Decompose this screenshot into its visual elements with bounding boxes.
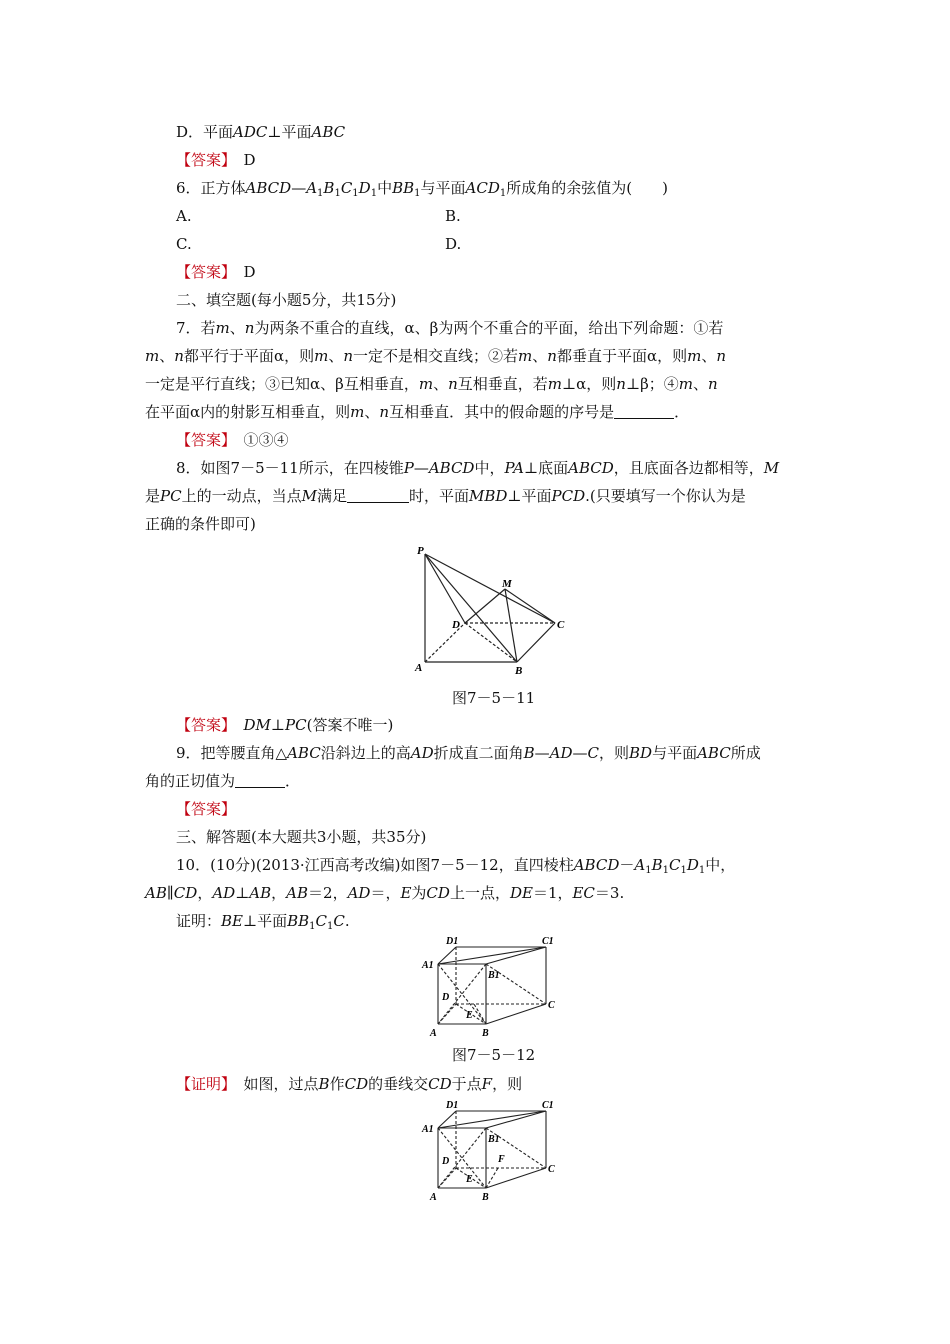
m: E bbox=[400, 884, 412, 902]
t: 、 bbox=[328, 347, 344, 365]
answer-tag: 【答案】 bbox=[176, 431, 229, 449]
vertex-label: A1 bbox=[422, 1124, 434, 1135]
answer-value: ①③④ bbox=[243, 431, 289, 449]
m: CD bbox=[428, 1075, 452, 1093]
figure-prism bbox=[418, 934, 568, 1040]
vertex-label: C bbox=[548, 1164, 555, 1175]
q6-option-c: C. bbox=[176, 235, 192, 253]
t: 如图，过点 bbox=[243, 1075, 319, 1093]
m: AD bbox=[347, 884, 371, 902]
m: P bbox=[403, 459, 414, 477]
t: 、 bbox=[320, 375, 336, 393]
q10-line-1 bbox=[176, 855, 735, 875]
m: α bbox=[576, 375, 587, 393]
answer-value: D bbox=[243, 263, 256, 281]
vertex-label: D1 bbox=[446, 1100, 459, 1111]
math: A bbox=[306, 179, 318, 197]
q7-line-2 bbox=[145, 346, 726, 366]
t: 于点 bbox=[451, 1075, 482, 1093]
m: m bbox=[547, 375, 563, 393]
vertex-label: B bbox=[515, 665, 523, 677]
math: ACD bbox=[465, 179, 500, 197]
plane-name: ADC bbox=[233, 123, 268, 141]
t: ⊥ bbox=[562, 375, 577, 393]
t: 9．把等腰直角△ bbox=[176, 744, 288, 762]
m: m bbox=[518, 347, 533, 365]
m: n bbox=[708, 375, 718, 393]
t: 、 bbox=[433, 375, 449, 393]
q7-line-1 bbox=[176, 318, 723, 338]
figure-caption: 图7－5－11 bbox=[452, 689, 536, 707]
m: C bbox=[668, 856, 681, 874]
m: m bbox=[145, 347, 160, 365]
m: B bbox=[651, 856, 663, 874]
math: B bbox=[323, 179, 335, 197]
option-label: D．平面 bbox=[176, 123, 234, 141]
m: BE bbox=[221, 912, 243, 930]
vertex-label: D bbox=[442, 1156, 450, 1167]
t: ，则 bbox=[284, 347, 315, 365]
subscript: 1 bbox=[334, 188, 341, 199]
t: .(只要填写一个你认为是 bbox=[585, 487, 746, 505]
t: ＝， bbox=[370, 884, 401, 902]
answer-tag: 【答案】 bbox=[176, 800, 237, 818]
q9-line-1 bbox=[176, 743, 761, 763]
vertex-label: A bbox=[430, 1028, 437, 1039]
m: PC bbox=[160, 487, 182, 505]
t: ． bbox=[674, 403, 690, 421]
q5-answer bbox=[176, 150, 256, 170]
vertex-label: D bbox=[442, 992, 450, 1003]
vertex-label: F bbox=[498, 1154, 505, 1165]
math: D bbox=[358, 179, 371, 197]
text: ⊥平面 bbox=[267, 123, 312, 141]
q8-answer bbox=[176, 715, 393, 735]
m: α bbox=[310, 375, 321, 393]
section-heading-3: 三、解答题(本大题共3小题，共35分) bbox=[176, 828, 427, 846]
m: n bbox=[547, 347, 557, 365]
vertex-label: A bbox=[430, 1192, 437, 1203]
answer-value: D bbox=[243, 151, 256, 169]
t: 、 bbox=[159, 347, 175, 365]
answer-tag: 【答案】 bbox=[176, 151, 229, 169]
text: 中 bbox=[377, 179, 393, 197]
t: 互相垂直， bbox=[343, 375, 419, 393]
q7-line-4 bbox=[145, 402, 689, 422]
m: AB bbox=[286, 884, 309, 902]
q6-option-a: A. bbox=[176, 207, 192, 225]
vertex-label: D1 bbox=[446, 936, 459, 947]
vertex-label: C1 bbox=[542, 1100, 554, 1111]
t: 中， bbox=[705, 856, 736, 874]
t: ，则 bbox=[492, 1075, 523, 1093]
q8-line-3: 正确的条件即可) bbox=[145, 515, 256, 533]
answer-tag: 【答案】 bbox=[176, 716, 229, 734]
q6-option-d: D. bbox=[445, 235, 462, 253]
figure-caption: 图7－5－12 bbox=[452, 1046, 536, 1064]
m: AB bbox=[145, 884, 167, 902]
t: 中， bbox=[474, 459, 505, 477]
m: n bbox=[616, 375, 626, 393]
answer-blank bbox=[235, 773, 285, 788]
q6-option-b: B. bbox=[445, 207, 461, 225]
m: m bbox=[314, 347, 329, 365]
t: 折成直二面角 bbox=[433, 744, 524, 762]
m: n bbox=[716, 347, 727, 365]
q6-stem bbox=[176, 178, 668, 198]
m: m bbox=[418, 375, 434, 393]
answer-tag: 【答案】 bbox=[176, 263, 229, 281]
t: 一定是平行直线；③已知 bbox=[145, 375, 311, 393]
subscript: 1 bbox=[370, 188, 378, 199]
m: EC bbox=[572, 884, 595, 902]
m: n bbox=[379, 403, 390, 421]
m: α bbox=[404, 319, 415, 337]
t: ⊥ bbox=[235, 884, 250, 902]
t: — bbox=[572, 744, 588, 762]
t: (答案不唯一) bbox=[306, 716, 394, 734]
m: α bbox=[273, 347, 285, 365]
m: PCD bbox=[551, 487, 586, 505]
vertex-label: E bbox=[466, 1010, 473, 1021]
m: ABC bbox=[697, 744, 731, 762]
m: ABC bbox=[287, 744, 321, 762]
m: DE bbox=[509, 884, 533, 902]
m: AB bbox=[249, 884, 272, 902]
math: C bbox=[340, 179, 353, 197]
t: 是 bbox=[145, 487, 161, 505]
t: 8．如图7－5－11所示，在四棱锥 bbox=[176, 459, 404, 477]
t: 10．(10分)(2013·江西高考改编)如图7－5－12，直四棱柱 bbox=[176, 856, 574, 874]
m: CD bbox=[173, 884, 198, 902]
t: 内的射影互相垂直，则 bbox=[200, 403, 351, 421]
t: ． bbox=[285, 772, 301, 790]
m: A bbox=[634, 856, 646, 874]
q9-answer bbox=[176, 799, 236, 819]
m: m bbox=[215, 319, 230, 337]
m: F bbox=[481, 1075, 493, 1093]
subscript: 1 bbox=[499, 188, 507, 199]
t: 、 bbox=[701, 347, 717, 365]
subscript: 1 bbox=[309, 921, 316, 932]
q10-line-2 bbox=[145, 883, 624, 903]
t: 7．若 bbox=[176, 319, 216, 337]
subscript: 1 bbox=[698, 865, 706, 876]
vertex-label: B1 bbox=[488, 970, 500, 981]
t: 、 bbox=[532, 347, 548, 365]
t: 为两个不重合的平面，给出下列命题：①若 bbox=[438, 319, 724, 337]
m: M bbox=[301, 487, 317, 505]
subscript: 1 bbox=[317, 188, 324, 199]
vertex-label: A bbox=[415, 662, 423, 674]
t: ， bbox=[197, 884, 213, 902]
m: B bbox=[523, 744, 535, 762]
t: ⊥ bbox=[625, 375, 641, 393]
t: ⊥平面 bbox=[507, 487, 552, 505]
t: — bbox=[534, 744, 550, 762]
m: m bbox=[678, 375, 693, 393]
m: DM bbox=[243, 716, 271, 734]
subscript: 1 bbox=[414, 188, 421, 199]
t: 角的正切值为 bbox=[145, 772, 236, 790]
t: － bbox=[619, 856, 635, 874]
t: 上一点， bbox=[449, 884, 510, 902]
q5-option-d bbox=[176, 122, 345, 142]
m: α bbox=[646, 347, 658, 365]
m: n bbox=[448, 375, 458, 393]
m: C bbox=[315, 912, 328, 930]
t: 、 bbox=[229, 319, 245, 337]
vertex-label: B1 bbox=[488, 1134, 500, 1145]
t: ，且底面各边都相等， bbox=[613, 459, 764, 477]
vertex-label: D bbox=[452, 619, 460, 631]
figure-prism-proof bbox=[418, 1098, 568, 1204]
t: 都垂直于平面 bbox=[556, 347, 647, 365]
m: CD bbox=[426, 884, 450, 902]
m: AD bbox=[212, 884, 236, 902]
subscript: 1 bbox=[645, 865, 652, 876]
subscript: 1 bbox=[662, 865, 669, 876]
t: 、 bbox=[364, 403, 380, 421]
vertex-label: C bbox=[557, 619, 565, 631]
m: BD bbox=[629, 744, 653, 762]
vertex-label: C bbox=[548, 1000, 555, 1011]
t: 时，平面 bbox=[408, 487, 469, 505]
t: 、 bbox=[693, 375, 709, 393]
plane-name: ABC bbox=[311, 123, 346, 141]
t: ，则 bbox=[586, 375, 617, 393]
t: 的垂线交 bbox=[368, 1075, 429, 1093]
t: ＝1， bbox=[532, 884, 573, 902]
m: AD bbox=[549, 744, 573, 762]
q9-line-2 bbox=[145, 771, 300, 791]
vertex-label: B bbox=[482, 1192, 489, 1203]
m: n bbox=[343, 347, 354, 365]
t: 为 bbox=[411, 884, 427, 902]
t: 为两条不重合的直线， bbox=[254, 319, 405, 337]
t: 与平面 bbox=[652, 744, 698, 762]
m: n bbox=[244, 319, 255, 337]
m: m bbox=[350, 403, 365, 421]
math: BB bbox=[392, 179, 415, 197]
t: — bbox=[413, 459, 429, 477]
q8-line-1 bbox=[176, 458, 779, 478]
vertex-label: M bbox=[502, 578, 512, 590]
m: β bbox=[335, 375, 344, 393]
text: 所成角的余弦值为( ) bbox=[506, 179, 668, 197]
m: M bbox=[763, 459, 780, 477]
vertex-label: A1 bbox=[422, 960, 434, 971]
t: ⊥底面 bbox=[524, 459, 569, 477]
vertex-label: C1 bbox=[542, 936, 554, 947]
m: ABCD bbox=[573, 856, 620, 874]
m: m bbox=[687, 347, 702, 365]
m: ABCD bbox=[428, 459, 475, 477]
q10-line-3 bbox=[176, 911, 350, 931]
subscript: 1 bbox=[680, 865, 687, 876]
t: 、 bbox=[414, 319, 430, 337]
t: 证明： bbox=[176, 912, 222, 930]
t: 满足 bbox=[316, 487, 347, 505]
m: ABCD bbox=[568, 459, 614, 477]
proof-tag: 【证明】 bbox=[176, 1075, 229, 1093]
t: ＝3. bbox=[594, 884, 625, 902]
q6-answer bbox=[176, 262, 256, 282]
m: C bbox=[333, 912, 345, 930]
m: AD bbox=[410, 744, 434, 762]
t: . bbox=[344, 912, 350, 930]
t: 所成 bbox=[730, 744, 761, 762]
m: β bbox=[640, 375, 649, 393]
figure-pyramid bbox=[405, 540, 585, 678]
q7-answer bbox=[176, 430, 289, 450]
math: — bbox=[291, 179, 307, 197]
answer-blank bbox=[347, 488, 409, 503]
t: 作 bbox=[329, 1075, 345, 1093]
t: ， bbox=[271, 884, 287, 902]
q8-line-2 bbox=[145, 486, 746, 506]
t: 都平行于平面 bbox=[183, 347, 274, 365]
text: 与平面 bbox=[420, 179, 466, 197]
question-number: 6．正方体 bbox=[176, 179, 246, 197]
t: 上的一动点，当点 bbox=[181, 487, 302, 505]
t: 沿斜边上的高 bbox=[320, 744, 411, 762]
t: 互相垂直．其中的假命题的序号是 bbox=[389, 403, 615, 421]
vertex-label: B bbox=[482, 1028, 489, 1039]
t: ⊥平面 bbox=[243, 912, 288, 930]
q7-line-3 bbox=[145, 374, 718, 394]
t: 一定不是相交直线；②若 bbox=[353, 347, 519, 365]
t: ⊥ bbox=[270, 716, 286, 734]
section-heading-2: 二、填空题(每小题5分，共15分) bbox=[176, 291, 397, 309]
m: PA bbox=[504, 459, 525, 477]
m: PC bbox=[285, 716, 307, 734]
m: α bbox=[190, 403, 201, 421]
t: ∥ bbox=[166, 884, 174, 902]
vertex-label: E bbox=[466, 1174, 473, 1185]
subscript: 1 bbox=[327, 921, 334, 932]
t: ＝2， bbox=[308, 884, 348, 902]
m: C bbox=[587, 744, 599, 762]
m: BB bbox=[287, 912, 310, 930]
t: 在平面 bbox=[145, 403, 191, 421]
subscript: 1 bbox=[352, 188, 359, 199]
m: B bbox=[318, 1075, 330, 1093]
vertex-label: P bbox=[417, 545, 424, 557]
m: n bbox=[174, 347, 184, 365]
t: ，则 bbox=[598, 744, 629, 762]
t: 互相垂直，若 bbox=[457, 375, 548, 393]
math: ABCD bbox=[245, 179, 292, 197]
m: CD bbox=[344, 1075, 369, 1093]
answer-blank bbox=[614, 404, 674, 419]
q10-proof bbox=[176, 1074, 522, 1094]
t: ；④ bbox=[648, 375, 679, 393]
m: MBD bbox=[469, 487, 508, 505]
m: β bbox=[429, 319, 439, 337]
m: D bbox=[686, 856, 699, 874]
t: ，则 bbox=[657, 347, 688, 365]
